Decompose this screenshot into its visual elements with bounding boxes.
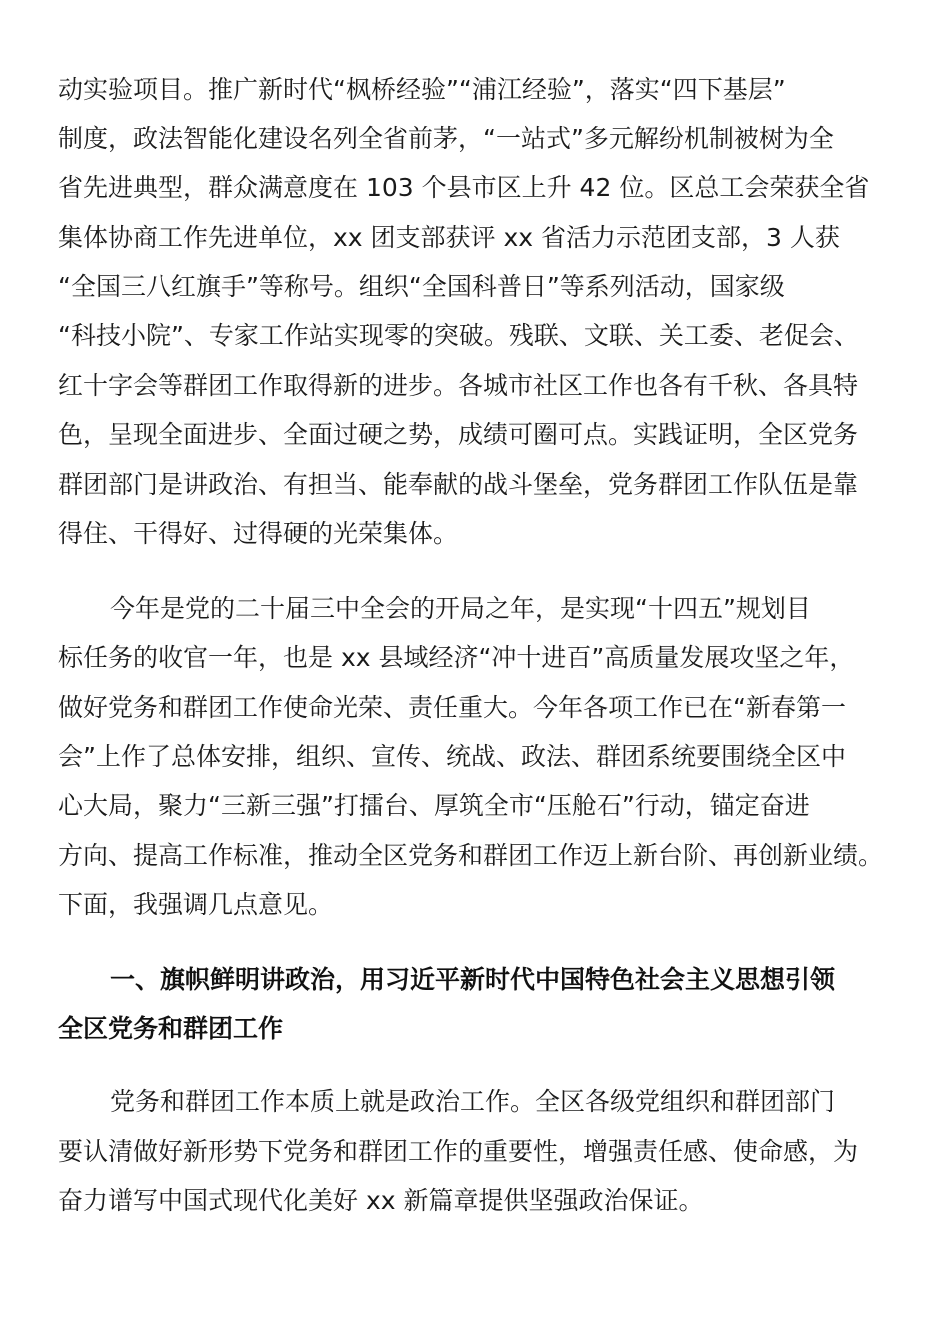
text-line: 心大局，聚力“三新三强”打擂台、厚筑全市“压舱石”行动，锚定奋进 (58, 791, 810, 820)
text-line: “全国三八红旗手”等称号。组织“全国科普日”等系列活动，国家级 (58, 272, 785, 301)
text-line: 群团部门是讲政治、有担当、能奉献的战斗堡垒，党务群团工作队伍是靠 (58, 470, 859, 499)
text-line: 方向、提高工作标准，推动全区党务和群团工作迈上新台阶、再创新业绩。 (58, 841, 884, 870)
text-line: 集体协商工作先进单位，xx 团支部获评 xx 省活力示范团支部，3 人获 (58, 223, 840, 252)
text-line: 省先进典型，群众满意度在 103 个县市区上升 42 位。区总工会荣获全省 (58, 173, 870, 202)
text-line: 动实验项目。推广新时代“枫桥经验”“浦江经验”，落实“四下基层” (58, 75, 786, 104)
text-line: 红十字会等群团工作取得新的进步。各城市社区工作也各有千秋、各具特 (58, 371, 859, 400)
text-line: 得住、干得好、过得硬的光荣集体。 (58, 519, 459, 548)
text-line: 党务和群团工作本质上就是政治工作。全区各级党组织和群团部门 (110, 1087, 836, 1116)
text-line: 奋力谱写中国式现代化美好 xx 新篇章提供坚强政治保证。 (58, 1186, 704, 1215)
text-line: 下面，我强调几点意见。 (58, 890, 334, 919)
text-line: 会”上作了总体安排，组织、宣传、统战、政法、群团系统要围绕全区中 (58, 742, 846, 771)
text-line: “科技小院”、专家工作站实现零的突破。残联、文联、关工委、老促会、 (58, 321, 859, 350)
text-line: 色，呈现全面进步、全面过硬之势，成绩可圈可点。实践证明，全区党务 (58, 420, 859, 449)
text-line: 今年是党的二十届三中全会的开局之年，是实现“十四五”规划目 (110, 594, 811, 623)
text-line: 要认清做好新形势下党务和群团工作的重要性，增强责任感、使命感，为 (58, 1137, 859, 1166)
text-line: 制度，政法智能化建设名列全省前茅，“一站式”多元解纷机制被树为全 (58, 124, 834, 153)
heading-line: 全区党务和群团工作 (58, 1014, 284, 1043)
heading-line: 一、旗帜鲜明讲政治，用习近平新时代中国特色社会主义思想引领 (110, 965, 836, 994)
text-line: 标任务的收官一年，也是 xx 县域经济“冲十进百”高质量发展攻坚之年， (58, 643, 855, 672)
text-line: 做好党务和群团工作使命光荣、责任重大。今年各项工作已在“新春第一 (58, 693, 846, 722)
